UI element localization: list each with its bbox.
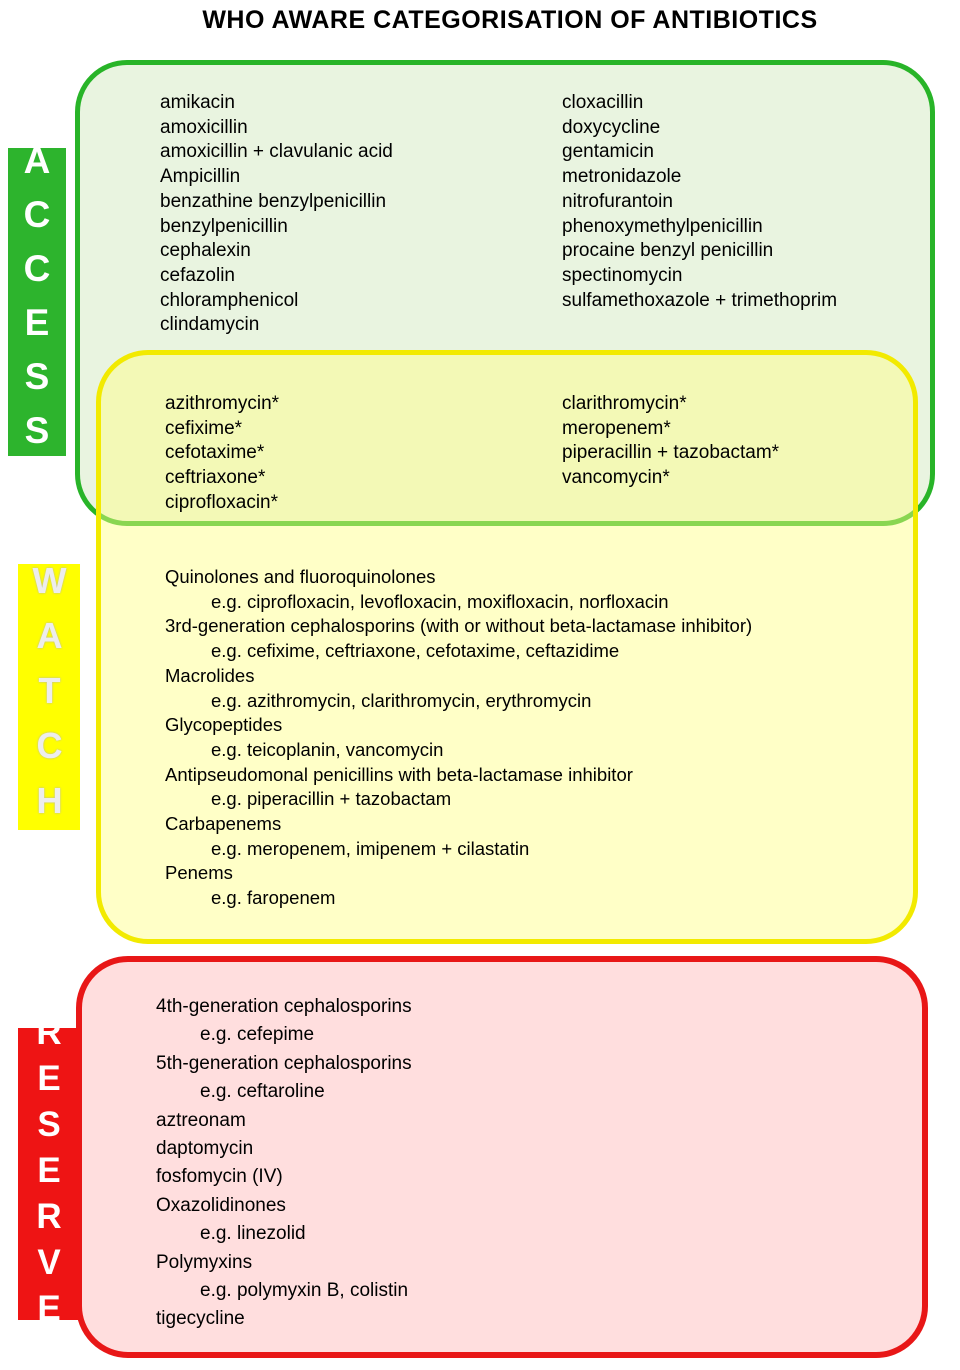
drug-item: benzathine benzylpenicillin [160, 190, 387, 212]
drug-item: sulfamethoxazole + trimethoprim [562, 289, 838, 311]
category-example: e.g. azithromycin, clarithromycin, erythromycin [211, 689, 592, 711]
category-example: e.g. linezolid [200, 1223, 306, 1245]
overlap-left-column [165, 392, 279, 516]
category-name: Macrolides [165, 664, 255, 686]
drug-item: phenoxymethylpenicillin [562, 215, 763, 237]
category-example: e.g. meropenem, imipenem + cilastatin [211, 837, 530, 859]
access-label-text: ACCESS [16, 140, 58, 464]
overlap-right-column [562, 392, 779, 491]
drug-item: cephalexin [160, 240, 251, 262]
reserve-label [18, 1013, 80, 1335]
drug-item-starred: vancomycin* [562, 467, 670, 489]
category-name: tigecycline [156, 1308, 245, 1330]
watch-category [165, 565, 752, 614]
drug-item: clindamycin [160, 314, 260, 336]
category-example: e.g. cefepime [200, 1024, 315, 1046]
drug-item-starred: cefixime* [165, 417, 243, 439]
category-name: Polymyxins [156, 1251, 253, 1273]
drug-item: cefazolin [160, 264, 235, 286]
drug-item: cloxacillin [562, 92, 644, 113]
drug-item-starred: piperacillin + tazobactam* [562, 442, 780, 464]
watch-category [165, 614, 752, 663]
watch-list [165, 565, 752, 911]
reserve-list [156, 993, 412, 1334]
drug-item-starred: azithromycin* [165, 393, 280, 414]
category-name: 4th-generation cephalosporins [156, 996, 412, 1017]
drug-item: procaine benzyl penicillin [562, 240, 774, 262]
reserve-category [156, 1107, 412, 1135]
reserve-category [156, 1163, 412, 1191]
drug-item-starred: clarithromycin* [562, 393, 687, 414]
drug-item: amoxicillin [160, 116, 248, 138]
reserve-label-text: RESERVE [29, 1013, 69, 1335]
drug-item: amoxicillin + clavulanic acid [160, 141, 393, 163]
drug-item: gentamicin [562, 141, 654, 163]
access-label [8, 140, 66, 464]
category-example: e.g. polymyxin B, colistin [200, 1280, 409, 1302]
drug-item: nitrofurantoin [562, 190, 673, 212]
watch-category [165, 664, 752, 713]
watch-category [165, 713, 752, 762]
drug-item: metronidazole [562, 166, 682, 188]
drug-item: Ampicillin [160, 166, 241, 188]
page-title: WHO AWARE CATEGORISATION OF ANTIBIOTICS [202, 6, 818, 34]
drug-item: benzylpenicillin [160, 215, 288, 237]
watch-category [165, 861, 752, 910]
category-name: 5th-generation cephalosporins [156, 1052, 412, 1074]
category-example: e.g. faropenem [211, 887, 336, 909]
category-name: Carbapenems [165, 813, 282, 835]
drug-item: chloramphenicol [160, 289, 299, 311]
category-example: e.g. cefixime, ceftriaxone, cefotaxime, ceftazidime [211, 640, 620, 662]
access-right-column [562, 91, 837, 313]
watch-category [165, 812, 752, 861]
category-example: e.g. ceftaroline [200, 1081, 325, 1103]
drug-item-starred: cefotaxime* [165, 442, 265, 464]
drug-item-starred: meropenem* [562, 417, 671, 439]
access-left-column [160, 91, 393, 338]
category-name: Antipseudomonal penicillins with beta-lactamase inhibitor [165, 763, 633, 785]
category-name: Glycopeptides [165, 714, 283, 736]
drug-item: amikacin [160, 92, 235, 113]
category-name: Penems [165, 862, 233, 884]
category-name: Quinolones and fluoroquinolones [165, 566, 436, 587]
reserve-category [156, 1249, 412, 1306]
category-name: aztreonam [156, 1109, 246, 1131]
drug-item: doxycycline [562, 116, 661, 138]
drug-item-starred: ceftriaxone* [165, 467, 266, 489]
reserve-category [156, 1305, 412, 1333]
category-example: e.g. piperacillin + tazobactam [211, 788, 452, 810]
drug-item-starred: ciprofloxacin* [165, 491, 278, 513]
reserve-category [156, 1135, 412, 1163]
watch-label-text: WATCH [29, 559, 70, 835]
reserve-category [156, 993, 412, 1050]
category-name: fosfomycin (IV) [156, 1166, 283, 1188]
drug-item: spectinomycin [562, 264, 683, 286]
watch-label [18, 559, 80, 835]
reserve-category [156, 1192, 412, 1249]
watch-category [165, 763, 752, 812]
category-example: e.g. ciprofloxacin, levofloxacin, moxifloxacin, norfloxacin [211, 590, 669, 612]
category-name: daptomycin [156, 1138, 254, 1160]
category-example: e.g. teicoplanin, vancomycin [211, 738, 444, 760]
category-name: 3rd-generation cephalosporins (with or without beta-lactamase inhibitor) [165, 615, 753, 637]
reserve-category [156, 1050, 412, 1107]
category-name: Oxazolidinones [156, 1194, 286, 1216]
